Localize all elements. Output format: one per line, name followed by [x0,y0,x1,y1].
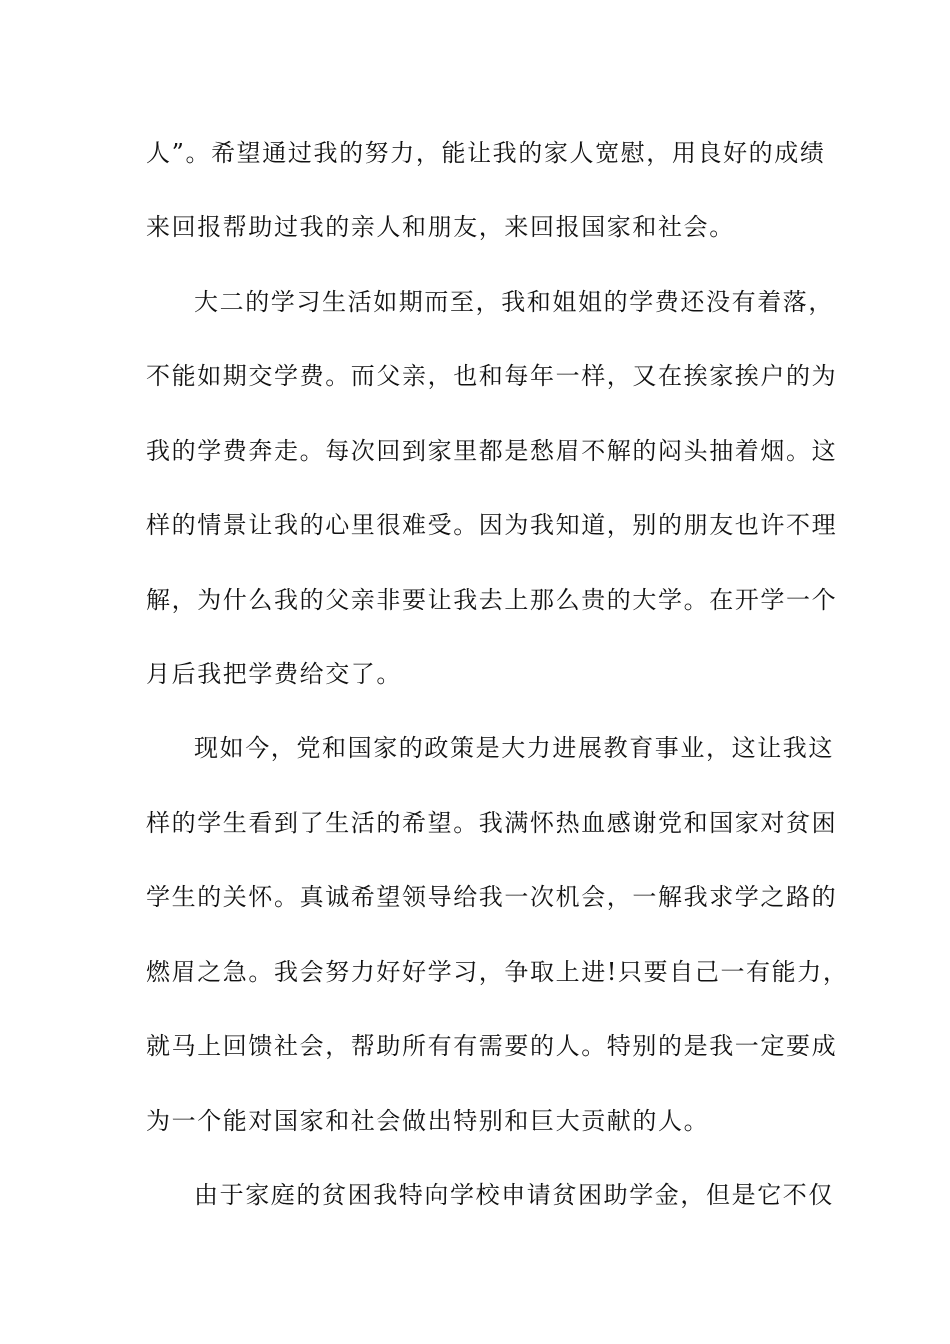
text-line: 不能如期交学费。而父亲，也和每年一样，又在挨家挨户的为 [146,362,838,390]
text-line: 就马上回馈社会，帮助所有有需要的人。特别的是我一定要成 [146,1032,838,1060]
text-line: 为一个能对国家和社会做出特别和巨大贡献的人。 [146,1107,710,1135]
text-line: 学生的关怀。真诚希望领导给我一次机会，一解我求学之路的 [146,883,838,911]
text-line: 解，为什么我的父亲非要让我去上那么贵的大学。在开学一个 [146,586,838,614]
text-line: 样的情景让我的心里很难受。因为我知道，别的朋友也许不理 [146,511,838,539]
text-line: 人”。希望通过我的努力，能让我的家人宽慰，用良好的成绩 [146,139,826,167]
paragraph-start-line: 大二的学习生活如期而至，我和姐姐的学费还没有着落， [194,288,834,316]
paragraph-start-line: 由于家庭的贫困我特向学校申请贫困助学金，但是它不仅 [194,1181,834,1209]
text-line: 我的学费奔走。每次回到家里都是愁眉不解的闷头抽着烟。这 [146,437,838,465]
text-line: 来回报帮助过我的亲人和朋友，来回报国家和社会。 [146,213,735,241]
text-line: 燃眉之急。我会努力好好学习，争取上进!只要自己一有能力， [146,958,849,986]
paragraph-start-line: 现如今，党和国家的政策是大力进展教育事业，这让我这 [194,734,834,762]
text-line: 月后我把学费给交了。 [146,660,402,688]
text-line: 样的学生看到了生活的希望。我满怀热血感谢党和国家对贫困 [146,809,838,837]
